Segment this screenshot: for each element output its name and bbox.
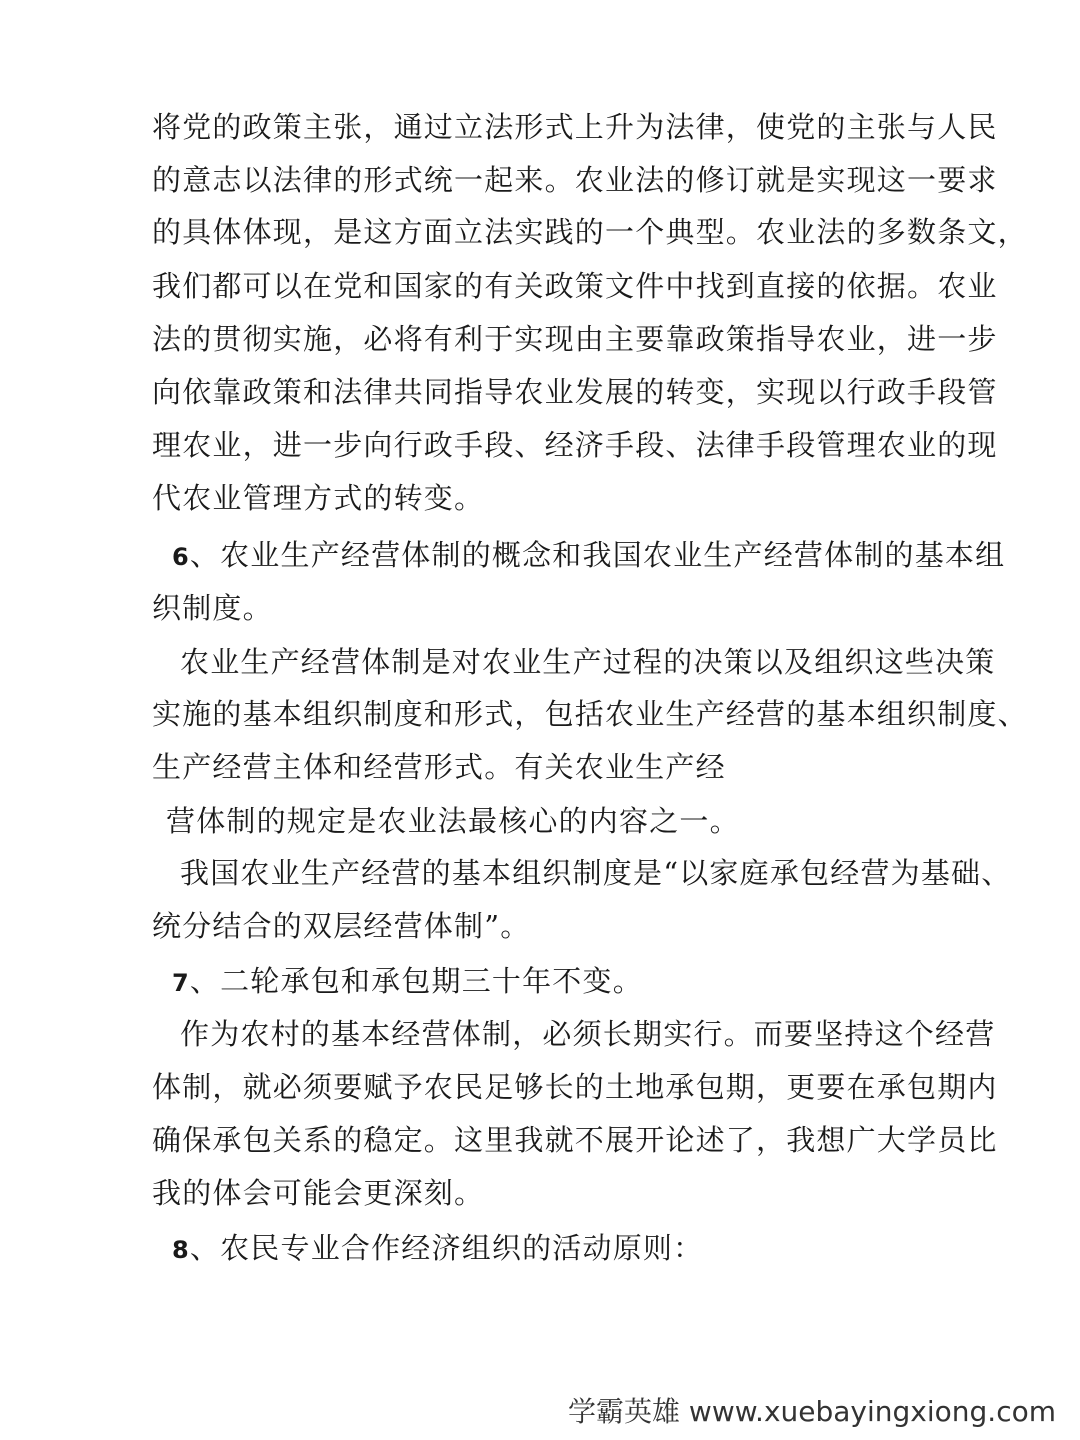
section-heading-8: 8、农民专业合作经济组织的活动原则： [172,1231,704,1265]
paragraph-line: 将党的政策主张，通过立法形式上升为法律，使党的主张与人民 [152,110,998,144]
paragraph-line: 代农业管理方式的转变。 [152,481,485,515]
paragraph-line: 作为农村的基本经营体制，必须长期实行。而要坚持这个经营 [180,1017,996,1051]
paragraph-line: 营体制的规定是农业法最核心的内容之一。 [166,804,740,838]
site-watermark: 学霸英雄 www.xuebayingxiong.com [568,1395,1056,1428]
paragraph-line: 体制，就必须要赋予农民足够长的土地承包期，更要在承包期内 [152,1070,998,1104]
paragraph-line: 实施的基本组织制度和形式，包括农业生产经营的基本组织制度、 [152,697,1028,731]
section-number: 6 [172,543,190,571]
paragraph-line: 法的贯彻实施，必将有利于实现由主要靠政策指导农业，进一步 [152,322,998,356]
paragraph-line: 我国农业生产经营的基本组织制度是“以家庭承包经营为基础、 [180,856,1012,890]
section-number: 8 [172,1236,190,1264]
paragraph-line: 向依靠政策和法律共同指导农业发展的转变，实现以行政手段管 [152,375,998,409]
section-heading-7: 7、二轮承包和承包期三十年不变。 [172,964,643,998]
paragraph-line: 农业生产经营体制是对农业生产过程的决策以及组织这些决策 [180,645,996,679]
paragraph-line: 的意志以法律的形式统一起来。农业法的修订就是实现这一要求 [152,163,998,197]
section-number: 7 [172,969,190,997]
paragraph-line: 统分结合的双层经营体制”。 [152,909,531,943]
paragraph-line: 生产经营主体和经营形式。有关农业生产经 [152,750,726,784]
paragraph-line: 我们都可以在党和国家的有关政策文件中找到直接的依据。农业 [152,269,998,303]
paragraph-line: 理农业，进一步向行政手段、经济手段、法律手段管理农业的现 [152,428,998,462]
paragraph-line: 的具体体现，是这方面立法实践的一个典型。农业法的多数条文， [152,215,1028,249]
paragraph-line: 织制度。 [152,591,273,625]
paragraph-line: 我的体会可能会更深刻。 [152,1176,485,1210]
paragraph-line: 确保承包关系的稳定。这里我就不展开论述了，我想广大学员比 [152,1123,998,1157]
section-heading-6: 6、农业生产经营体制的概念和我国农业生产经营体制的基本组 [172,538,1006,572]
